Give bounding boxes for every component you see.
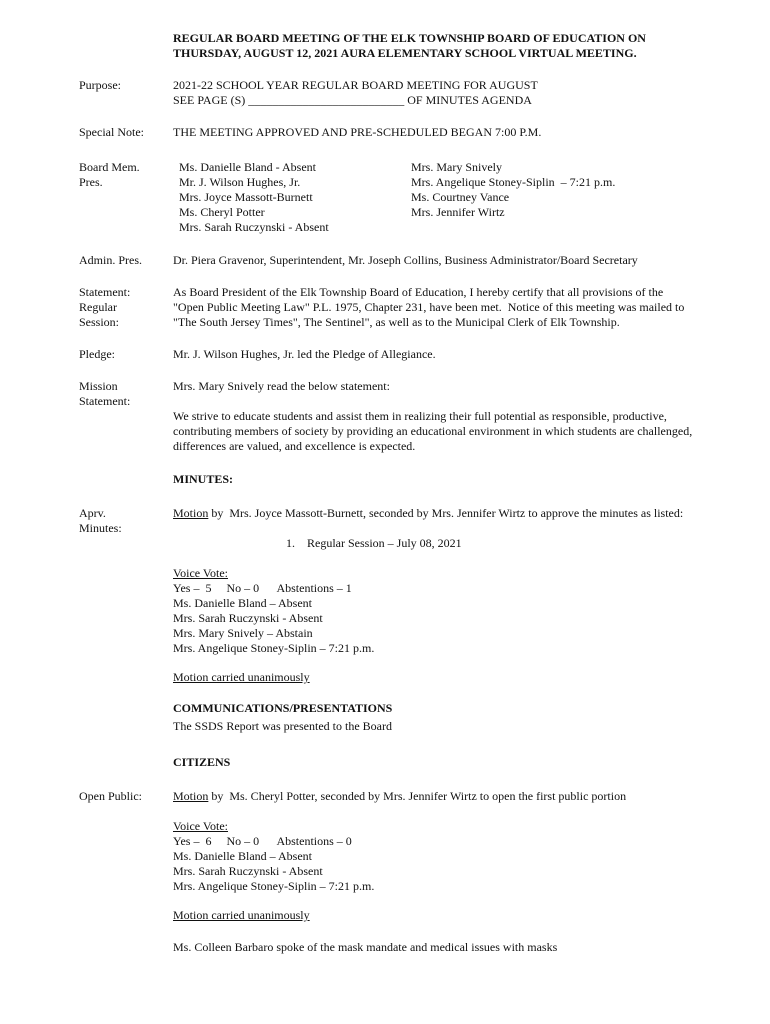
motion-word: Motion xyxy=(173,789,209,803)
title-line-2: THURSDAY, AUGUST 12, 2021 AURA ELEMENTARY SCHOOL VIRTUAL MEETING. xyxy=(173,46,637,60)
statement-text xyxy=(173,285,718,330)
minutes-heading: MINUTES: xyxy=(173,472,234,486)
vote-note: Mrs. Sarah Ruczynski - Absent xyxy=(173,611,323,625)
motion-text: by Ms. Cheryl Potter, seconded by Mrs. Jennifer Wirtz to open the first public portion xyxy=(208,789,627,803)
mission-line-2: contributing members of society by providing an educational environment in which students are challenged, xyxy=(173,424,693,438)
mission-label xyxy=(79,379,130,409)
open-public-vote-block xyxy=(173,819,718,894)
statement-label-line-2: Regular xyxy=(79,300,117,314)
mission-label-line-1: Mission xyxy=(79,379,118,393)
mission-intro: Mrs. Mary Snively read the below statement: xyxy=(173,379,390,393)
motion-text: by Mrs. Joyce Massott-Burnett, seconded by Mrs. Jennifer Wirtz to approve the minutes as listed: xyxy=(208,506,684,520)
purpose-text xyxy=(173,78,718,108)
board-member: Mrs. Jennifer Wirtz xyxy=(411,205,505,219)
admin-pres-label: Admin. Pres. xyxy=(79,253,142,267)
mission-label-line-2: Statement: xyxy=(79,394,131,408)
board-label-line-1: Board Mem. xyxy=(79,160,140,174)
board-member: Mrs. Angelique Stoney-Siplin – 7:21 p.m. xyxy=(411,175,616,189)
purpose-line-2: SEE PAGE (S) __________________________ OF MINUTES AGENDA xyxy=(173,93,532,107)
mission-line-3: differences are valued, and excellence is expected. xyxy=(173,439,416,453)
special-note-text: THE MEETING APPROVED AND PRE-SCHEDULED BEGAN 7:00 P.M. xyxy=(173,125,542,139)
aprv-minutes-item: 1. Regular Session – July 08, 2021 xyxy=(286,536,462,550)
open-public-motion xyxy=(173,789,718,804)
board-member: Mrs. Joyce Massott-Burnett xyxy=(179,190,313,204)
board-member: Ms. Courtney Vance xyxy=(411,190,510,204)
board-member: Ms. Cheryl Potter xyxy=(179,205,265,219)
pledge-text: Mr. J. Wilson Hughes, Jr. led the Pledge of Allegiance. xyxy=(173,347,436,361)
statement-label xyxy=(79,285,130,330)
admin-pres-text: Dr. Piera Gravenor, Superintendent, Mr. Joseph Collins, Business Administrator/Board Secretary xyxy=(173,253,638,267)
vote-tally: Yes – 6 No – 0 Abstentions – 0 xyxy=(173,834,352,848)
board-members-label xyxy=(79,160,140,190)
mission-line-1: We strive to educate students and assist them in realizing their full potential as responsible, productive, xyxy=(173,409,667,423)
statement-line-2: "Open Public Meeting Law" P.L. 1975, Chapter 231, have been met. Notice of this meeting was mailed to xyxy=(173,300,685,314)
vote-note: Mrs. Sarah Ruczynski - Absent xyxy=(173,864,323,878)
special-note-label: Special Note: xyxy=(79,125,144,139)
board-label-line-2: Pres. xyxy=(79,175,103,189)
board-member: Ms. Danielle Bland - Absent xyxy=(179,160,316,174)
aprv-label-line-2: Minutes: xyxy=(79,521,122,535)
aprv-label-line-1: Aprv. xyxy=(79,506,106,520)
vote-note: Mrs. Mary Snively – Abstain xyxy=(173,626,313,640)
purpose-line-1: 2021-22 SCHOOL YEAR REGULAR BOARD MEETING FOR AUGUST xyxy=(173,78,538,92)
aprv-motion-carried: Motion carried unanimously xyxy=(173,670,310,684)
statement-line-3: "The South Jersey Times", The Sentinel", as well as to the Municipal Clerk of Elk Township. xyxy=(173,315,620,329)
pledge-label: Pledge: xyxy=(79,347,115,361)
voice-vote-label: Voice Vote: xyxy=(173,566,229,580)
open-public-label: Open Public: xyxy=(79,789,142,803)
motion-word: Motion xyxy=(173,506,209,520)
communications-heading: COMMUNICATIONS/PRESENTATIONS xyxy=(173,701,393,715)
statement-label-line-3: Session: xyxy=(79,315,120,329)
aprv-vote-block xyxy=(173,566,718,656)
board-member: Mr. J. Wilson Hughes, Jr. xyxy=(179,175,301,189)
statement-label-line-1: Statement: xyxy=(79,285,131,299)
citizens-heading: CITIZENS xyxy=(173,755,231,769)
vote-note: Mrs. Angelique Stoney-Siplin – 7:21 p.m. xyxy=(173,879,375,893)
aprv-minutes-label xyxy=(79,506,122,536)
vote-note: Ms. Danielle Bland – Absent xyxy=(173,596,312,610)
vote-note: Mrs. Angelique Stoney-Siplin – 7:21 p.m. xyxy=(173,641,375,655)
citizen-comment: Ms. Colleen Barbaro spoke of the mask mandate and medical issues with masks xyxy=(173,940,558,954)
board-member: Mrs. Mary Snively xyxy=(411,160,502,174)
board-member: Mrs. Sarah Ruczynski - Absent xyxy=(179,220,329,234)
purpose-label: Purpose: xyxy=(79,78,121,92)
aprv-motion xyxy=(173,506,718,521)
title-line-1: REGULAR BOARD MEETING OF THE ELK TOWNSHIP BOARD OF EDUCATION ON xyxy=(173,31,646,45)
board-members-col-1 xyxy=(179,160,399,235)
vote-note: Ms. Danielle Bland – Absent xyxy=(173,849,312,863)
open-public-motion-carried: Motion carried unanimously xyxy=(173,908,310,922)
voice-vote-label: Voice Vote: xyxy=(173,819,229,833)
communications-text: The SSDS Report was presented to the Board xyxy=(173,719,392,733)
statement-line-1: As Board President of the Elk Township Board of Education, I hereby certify that all provisions of the xyxy=(173,285,664,299)
board-members-col-2 xyxy=(411,160,615,220)
mission-statement xyxy=(173,409,718,454)
vote-tally: Yes – 5 No – 0 Abstentions – 1 xyxy=(173,581,352,595)
document-title xyxy=(173,31,733,61)
